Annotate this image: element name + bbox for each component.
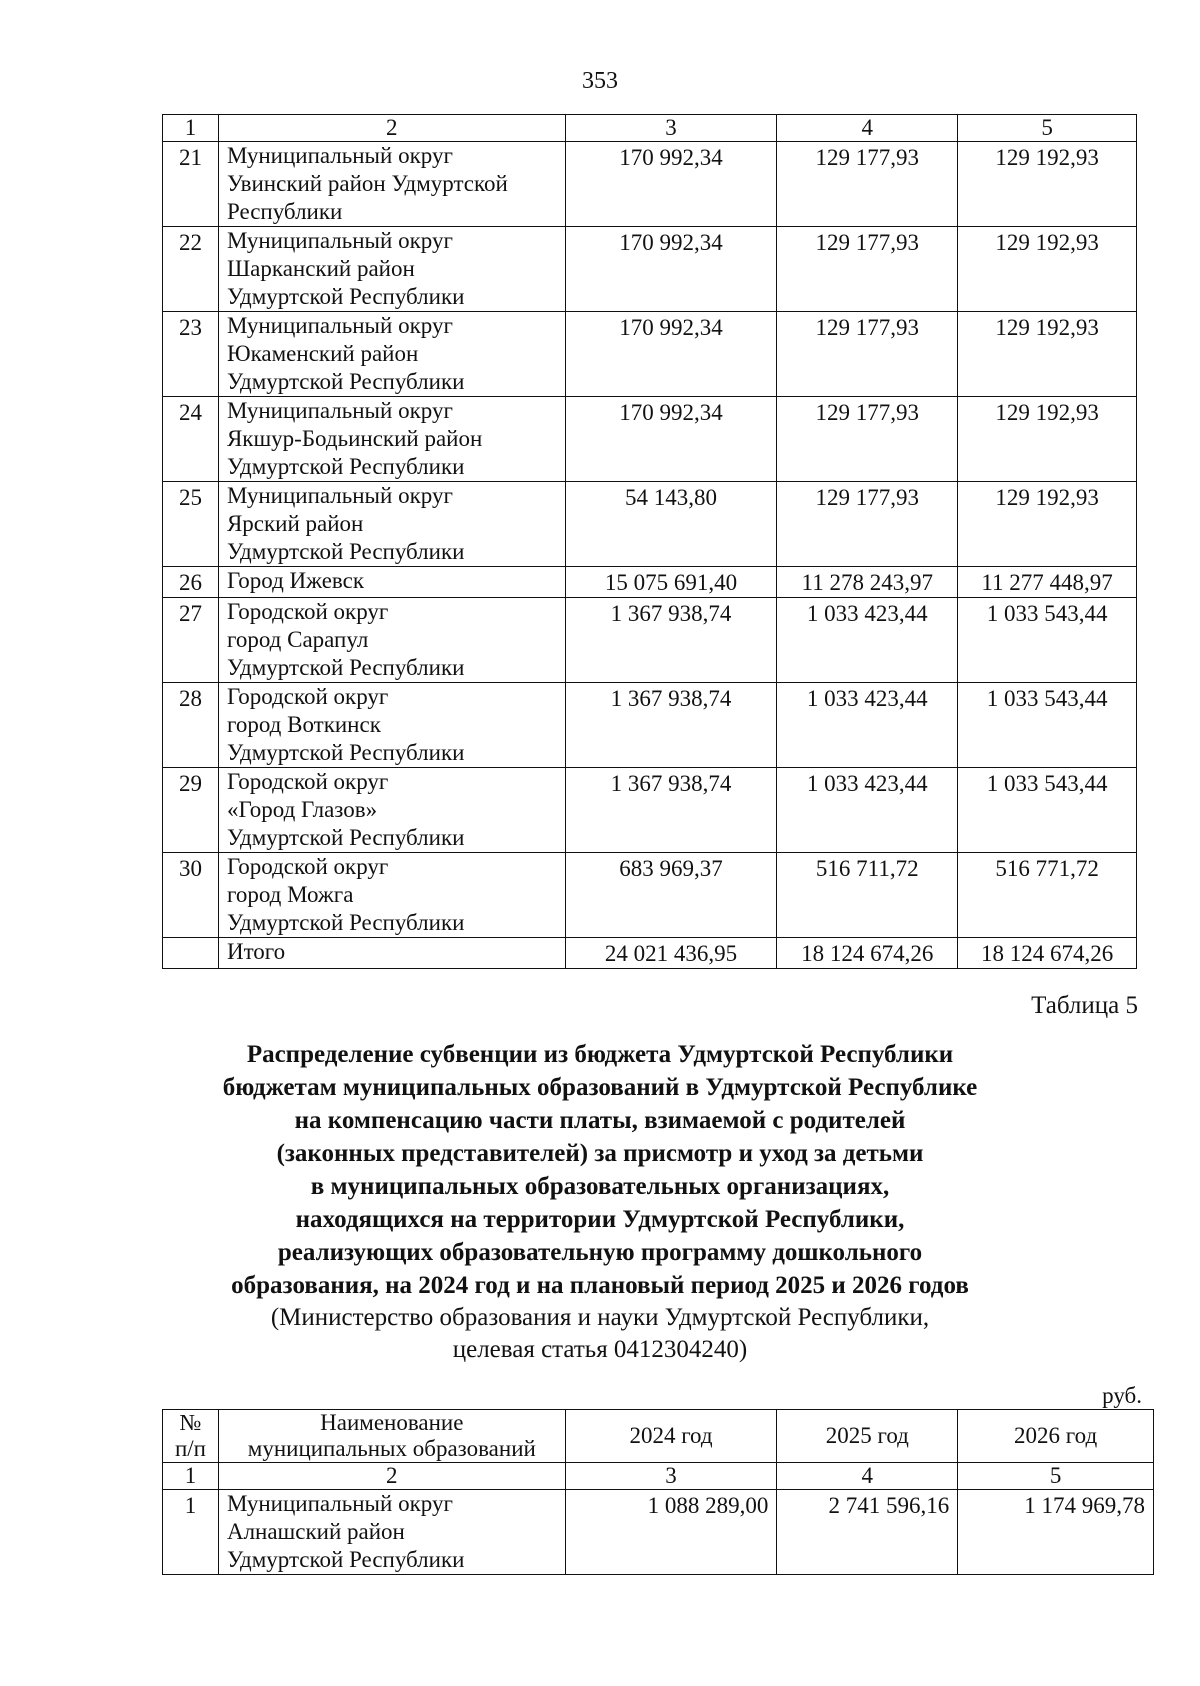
row-number: 30 [163,853,219,938]
subtitle-line: целевая статья 0412304240) [452,1336,748,1363]
table-row [163,1490,1154,1575]
municipality-name-line: Увинский район Удмуртской [226,171,508,196]
column-number-row [163,1463,1154,1490]
municipality-name [218,853,565,938]
table-row [163,683,1137,768]
currency-unit: руб. [1102,1383,1142,1408]
amount-2026: 516 771,72 [958,853,1137,938]
total-2025: 18 124 674,26 [777,938,958,969]
municipality-name-line: Городской округ [226,599,389,624]
row-number: 23 [163,312,219,397]
amount-2024: 1 367 938,74 [565,683,777,768]
municipality-name-line: Муниципальный округ [226,228,453,253]
row-number: 27 [163,598,219,683]
municipality-name-line: город Сарапул [226,627,369,652]
municipality-name-line: Муниципальный округ [226,313,453,338]
column-number: 2 [218,1463,565,1490]
amount-2024: 15 075 691,40 [565,567,777,598]
municipality-name [218,312,565,397]
amount-2026: 1 033 543,44 [958,768,1137,853]
column-number: 1 [163,1463,219,1490]
municipality-name-line: город Можга [226,882,354,907]
subtitle-line: (Министерство образования и науки Удмуртской Республики, [270,1304,930,1331]
amount-2026: 129 192,93 [958,227,1137,312]
municipality-name [218,142,565,227]
table-row [163,312,1137,397]
amount-2025: 1 033 423,44 [777,768,958,853]
municipality-name-line: город Воткинск [226,712,381,737]
table-row [163,598,1137,683]
column-number: 4 [777,115,958,142]
column-number-row [163,115,1137,142]
amount-2024: 1 367 938,74 [565,598,777,683]
table-label: Таблица 5 [1031,992,1138,1019]
municipality-name-line: Муниципальный округ [226,398,453,423]
amount-2026: 129 192,93 [958,397,1137,482]
amount-2024: 54 143,80 [565,482,777,567]
municipality-name-line: Удмуртской Республики [226,1547,465,1572]
municipality-name-line: Городской округ [226,769,389,794]
municipality-name-line: Город Ижевск [226,568,365,593]
municipality-name-line: Удмуртской Республики [226,910,465,935]
table-header-row [163,1410,1154,1463]
municipality-name-line: Муниципальный округ [226,143,453,168]
municipality-name-line: Шарканский район [226,256,415,281]
municipality-name-line: Алнашский район [226,1519,405,1544]
amount-2025: 516 711,72 [777,853,958,938]
municipality-name-line: Муниципальный округ [226,483,453,508]
title-line: в муниципальных образовательных организациях, [310,1173,890,1200]
header-name [218,1410,565,1463]
municipality-name-line: Удмуртской Республики [226,655,465,680]
title-line: на компенсацию части платы, взимаемой с родителей [294,1107,906,1134]
municipality-name [218,397,565,482]
row-number: 28 [163,683,219,768]
title-line: Распределение субвенции из бюджета Удмуртской Республики [246,1041,954,1068]
amount-2024: 170 992,34 [565,397,777,482]
table-row [163,397,1137,482]
municipality-name [218,1490,565,1575]
municipality-name [218,768,565,853]
table-row [163,227,1137,312]
row-number: 21 [163,142,219,227]
municipality-name-line: Удмуртской Республики [226,740,465,765]
municipality-name [218,567,565,598]
amount-2024: 170 992,34 [565,142,777,227]
amount-2026: 129 192,93 [958,482,1137,567]
municipality-name [218,482,565,567]
amount-2025: 129 177,93 [777,312,958,397]
amount-2024: 683 969,37 [565,853,777,938]
municipality-name-line: Муниципальный округ [226,1491,453,1516]
table-row [163,482,1137,567]
municipality-name-line: Городской округ [226,684,389,709]
amount-2025: 129 177,93 [777,142,958,227]
municipality-name-line: Удмуртской Республики [226,825,465,850]
page-number: 353 [582,68,618,94]
amount-2026: 1 033 543,44 [958,598,1137,683]
total-empty-cell [163,938,219,969]
row-number: 26 [163,567,219,598]
row-number: 25 [163,482,219,567]
header-year-2024: 2024 год [565,1410,777,1463]
amount-2026: 129 192,93 [958,312,1137,397]
column-number: 5 [958,1463,1154,1490]
title-line: реализующих образовательную программу дошкольного [277,1239,923,1266]
title-line: бюджетам муниципальных образований в Удмуртской Республике [222,1074,978,1101]
amount-2024: 1 088 289,00 [565,1490,777,1575]
total-label: Итого [218,938,565,969]
table-row [163,142,1137,227]
table-row [163,768,1137,853]
title-line: образования, на 2024 год и на плановый период 2025 и 2026 годов [231,1272,969,1299]
amount-2026: 11 277 448,97 [958,567,1137,598]
title-line: (законных представителей) за присмотр и уход за детьми [276,1140,924,1167]
column-number: 1 [163,115,219,142]
municipality-name-line: Удмуртской Республики [226,539,465,564]
table-row [163,853,1137,938]
municipality-name-line: Удмуртской Республики [226,369,465,394]
table-title [0,1038,1200,1366]
municipality-name-line: Республики [226,199,343,224]
amount-2025: 129 177,93 [777,227,958,312]
row-number: 29 [163,768,219,853]
amount-2025: 129 177,93 [777,397,958,482]
amount-2025: 1 033 423,44 [777,683,958,768]
amount-2026: 129 192,93 [958,142,1137,227]
municipality-name [218,227,565,312]
amount-2024: 170 992,34 [565,227,777,312]
amount-2025: 1 033 423,44 [777,598,958,683]
municipality-name-line: Удмуртской Республики [226,454,465,479]
column-number: 3 [565,1463,777,1490]
amount-2024: 170 992,34 [565,312,777,397]
amount-2025: 2 741 596,16 [777,1490,958,1575]
header-year-2026: 2026 год [958,1410,1154,1463]
municipality-name [218,683,565,768]
total-2024: 24 021 436,95 [565,938,777,969]
table-row [163,567,1137,598]
municipality-name [218,598,565,683]
amount-2024: 1 367 938,74 [565,768,777,853]
total-2026: 18 124 674,26 [958,938,1137,969]
subvention-table-continued [162,114,1137,969]
municipality-name-line: Удмуртской Республики [226,284,465,309]
municipality-name-line: Ярский район [226,511,364,536]
municipality-name-line: Якшур-Бодьинский район [226,426,483,451]
municipality-name-line: Юкаменский район [226,341,419,366]
amount-2025: 11 278 243,97 [777,567,958,598]
column-number: 3 [565,115,777,142]
municipality-name-line: Городской округ [226,854,389,879]
header-year-2025: 2025 год [777,1410,958,1463]
title-line: находящихся на территории Удмуртской Республики, [295,1206,905,1233]
column-number: 2 [218,115,565,142]
subvention-table-5 [162,1409,1154,1575]
header-text-line: Наименование [320,1410,464,1435]
amount-2026: 1 033 543,44 [958,683,1137,768]
header-text-line: муниципальных образований [247,1436,536,1461]
column-number: 5 [958,115,1137,142]
header-text-line: п/п [174,1436,206,1461]
municipality-name-line: «Город Глазов» [226,797,378,822]
row-number: 22 [163,227,219,312]
row-number: 24 [163,397,219,482]
total-row [163,938,1137,969]
column-number: 4 [777,1463,958,1490]
header-text-line: № [179,1410,202,1435]
amount-2025: 129 177,93 [777,482,958,567]
row-number: 1 [163,1490,219,1575]
amount-2026: 1 174 969,78 [958,1490,1154,1575]
header-row-number [163,1410,219,1463]
